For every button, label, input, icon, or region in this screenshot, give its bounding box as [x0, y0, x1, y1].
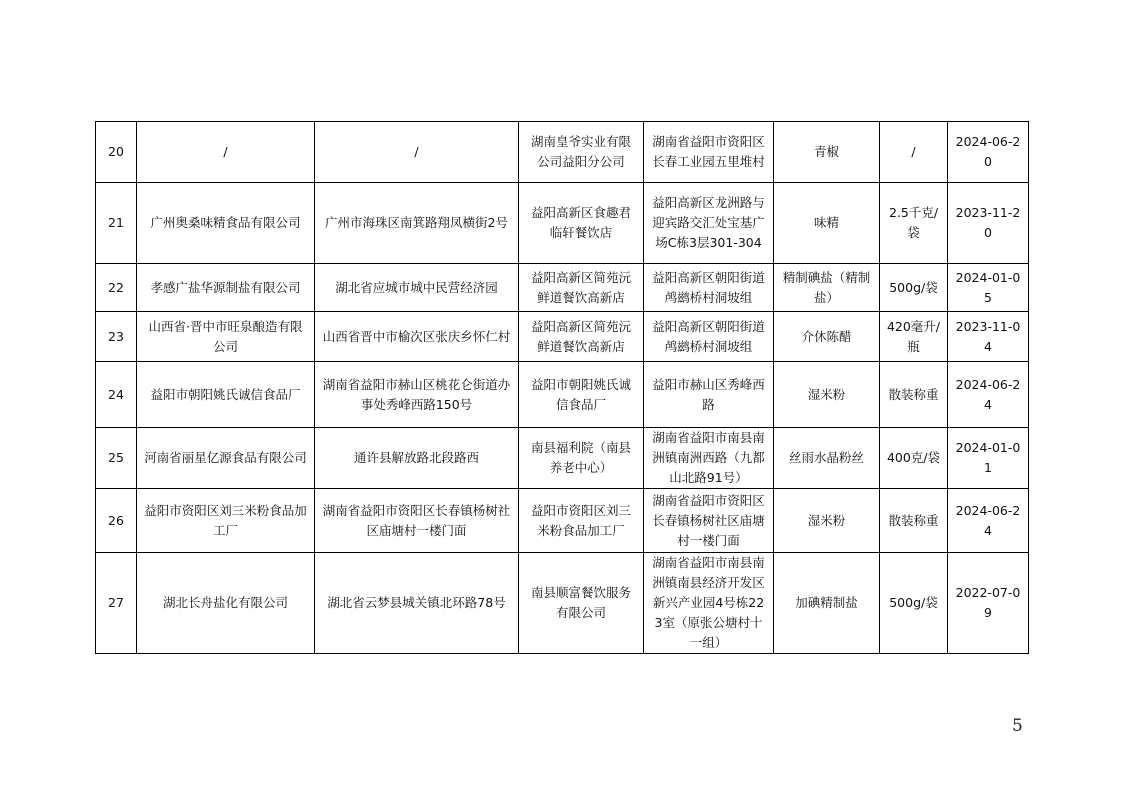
product-spec: 2.5千克/袋 [880, 183, 948, 264]
manufacturer-name: 益阳市朝阳姚氏诚信食品厂 [137, 362, 315, 428]
product-spec: 散装称重 [880, 362, 948, 428]
product-spec: 500g/袋 [880, 553, 948, 654]
table-row [96, 428, 1029, 489]
product-name: 加碘精制盐 [774, 553, 880, 654]
row-number: 22 [96, 264, 137, 312]
table-row [96, 362, 1029, 428]
production-date: 2023-11-20 [948, 183, 1029, 264]
sampled-unit: 益阳市资阳区刘三米粉食品加工厂 [519, 489, 644, 553]
row-number: 23 [96, 312, 137, 362]
sampled-unit-address: 益阳高新区龙洲路与迎宾路交汇处宝基广场C栋3层301-304 [644, 183, 774, 264]
production-date: 2024-01-01 [948, 428, 1029, 489]
row-number: 25 [96, 428, 137, 489]
table-row [96, 553, 1029, 654]
product-spec: 420毫升/瓶 [880, 312, 948, 362]
row-number: 20 [96, 122, 137, 183]
production-date: 2024-06-20 [948, 122, 1029, 183]
product-spec: / [880, 122, 948, 183]
sampled-unit-address: 益阳高新区朝阳街道鸬鹚桥村洞坡组 [644, 264, 774, 312]
table-row [96, 489, 1029, 553]
table-row [96, 264, 1029, 312]
sampling-results-table [95, 121, 1029, 654]
sampled-unit: 益阳高新区简苑沅鲜道餐饮高新店 [519, 264, 644, 312]
product-name: 湿米粉 [774, 362, 880, 428]
product-name: 精制碘盐（精制盐） [774, 264, 880, 312]
manufacturer-name: 湖北长舟盐化有限公司 [137, 553, 315, 654]
sampled-unit: 南县顺富餐饮服务有限公司 [519, 553, 644, 654]
manufacturer-address: 通许县解放路北段路西 [315, 428, 519, 489]
row-number: 21 [96, 183, 137, 264]
sampled-unit-address: 益阳高新区朝阳街道鸬鹚桥村洞坡组 [644, 312, 774, 362]
product-name: 介休陈醋 [774, 312, 880, 362]
table-row [96, 312, 1029, 362]
sampled-unit: 南县福利院（南县养老中心） [519, 428, 644, 489]
row-number: 27 [96, 553, 137, 654]
production-date: 2023-11-04 [948, 312, 1029, 362]
product-name: 味精 [774, 183, 880, 264]
sampled-unit-address: 湖南省益阳市南县南洲镇南县经济开发区新兴产业园4号栋223室（原张公塘村十一组） [644, 553, 774, 654]
sampled-unit: 益阳高新区简苑沅鲜道餐饮高新店 [519, 312, 644, 362]
production-date: 2022-07-09 [948, 553, 1029, 654]
manufacturer-address: 湖北省云梦县城关镇北环路78号 [315, 553, 519, 654]
product-name: 青椒 [774, 122, 880, 183]
manufacturer-address: 广州市海珠区南箕路翔凤横街2号 [315, 183, 519, 264]
product-spec: 500g/袋 [880, 264, 948, 312]
manufacturer-address: 湖南省益阳市赫山区桃花仑街道办事处秀峰西路150号 [315, 362, 519, 428]
sampled-unit-address: 湖南省益阳市南县南洲镇南洲西路（九都山北路91号） [644, 428, 774, 489]
production-date: 2024-06-24 [948, 489, 1029, 553]
sampled-unit: 益阳高新区食趣君临轩餐饮店 [519, 183, 644, 264]
product-name: 湿米粉 [774, 489, 880, 553]
page-number: 5 [1012, 716, 1023, 736]
manufacturer-name: 广州奥桑味精食品有限公司 [137, 183, 315, 264]
sampled-unit-address: 湖南省益阳市资阳区长春工业园五里堆村 [644, 122, 774, 183]
row-number: 26 [96, 489, 137, 553]
table-row [96, 183, 1029, 264]
manufacturer-name: 孝感广盐华源制盐有限公司 [137, 264, 315, 312]
manufacturer-name: 山西省·晋中市旺泉酿造有限公司 [137, 312, 315, 362]
production-date: 2024-06-24 [948, 362, 1029, 428]
sampled-unit-address: 湖南省益阳市资阳区长春镇杨树社区庙塘村一楼门面 [644, 489, 774, 553]
sampled-unit: 益阳市朝阳姚氏诚信食品厂 [519, 362, 644, 428]
product-name: 丝雨水晶粉丝 [774, 428, 880, 489]
sampled-unit-address: 益阳市赫山区秀峰西路 [644, 362, 774, 428]
product-spec: 400克/袋 [880, 428, 948, 489]
production-date: 2024-01-05 [948, 264, 1029, 312]
sampled-unit: 湖南皇爷实业有限公司益阳分公司 [519, 122, 644, 183]
row-number: 24 [96, 362, 137, 428]
table-row [96, 122, 1029, 183]
manufacturer-name: 益阳市资阳区刘三米粉食品加工厂 [137, 489, 315, 553]
manufacturer-address: 湖北省应城市城中民营经济园 [315, 264, 519, 312]
manufacturer-address: 山西省晋中市榆次区张庆乡怀仁村 [315, 312, 519, 362]
manufacturer-address: 湖南省益阳市资阳区长春镇杨树社区庙塘村一楼门面 [315, 489, 519, 553]
manufacturer-name: 河南省丽星亿源食品有限公司 [137, 428, 315, 489]
manufacturer-address: / [315, 122, 519, 183]
manufacturer-name: / [137, 122, 315, 183]
product-spec: 散装称重 [880, 489, 948, 553]
